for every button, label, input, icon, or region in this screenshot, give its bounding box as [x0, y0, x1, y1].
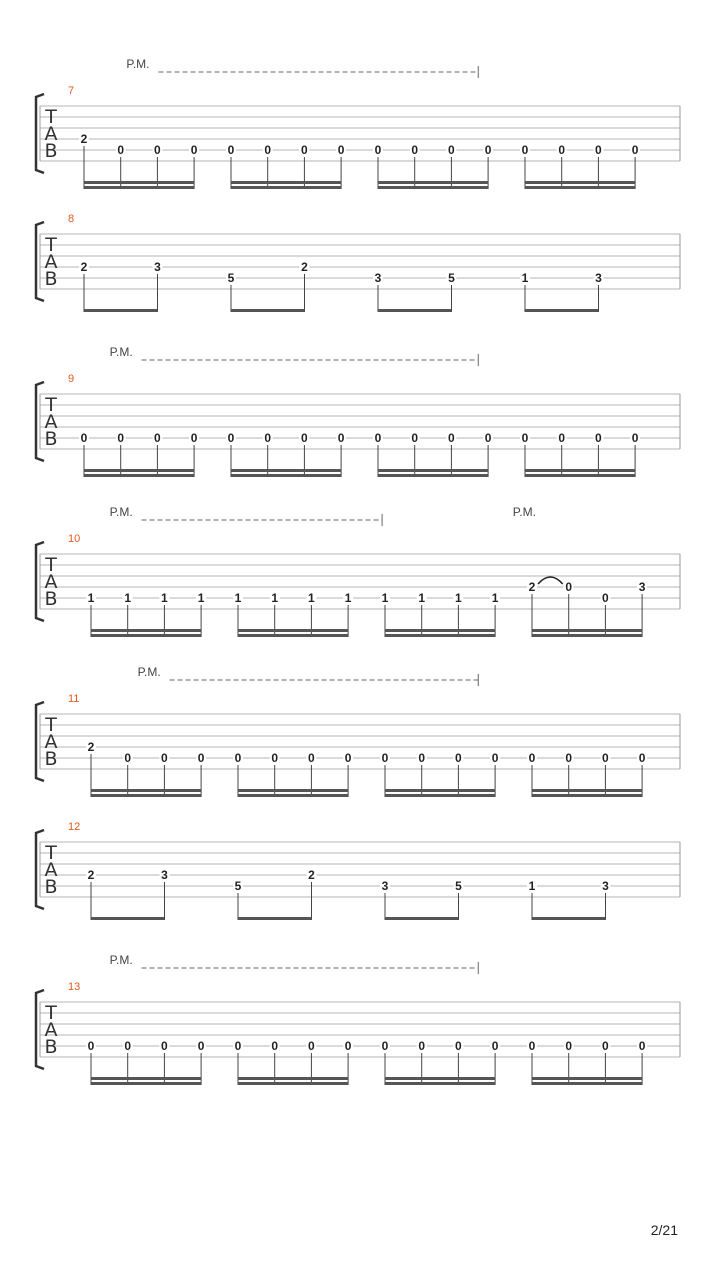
tab-clef-letter: B: [44, 268, 58, 290]
note-beam: [385, 917, 459, 920]
fret-number: 1: [344, 591, 352, 605]
fret-number: 0: [234, 1039, 242, 1053]
fret-number: 0: [87, 1039, 95, 1053]
fret-number: 0: [374, 143, 382, 157]
fret-number: 1: [234, 591, 242, 605]
fret-number: 0: [264, 431, 272, 445]
fret-number: 5: [234, 879, 242, 893]
palm-mute-label: P.M.: [126, 57, 150, 71]
fret-number: 2: [308, 868, 315, 882]
fret-number: 3: [374, 271, 382, 285]
fret-number: 1: [161, 591, 168, 605]
palm-mute-label: P.M.: [512, 505, 536, 519]
tab-clef-letter: T: [45, 234, 57, 256]
note-beam: [91, 794, 201, 797]
fret-number: 2: [87, 868, 95, 882]
fret-number: 2: [80, 260, 88, 274]
note-beam: [231, 309, 305, 312]
note-beam: [231, 474, 341, 477]
fret-number: 0: [448, 431, 455, 445]
fret-number: 0: [484, 431, 492, 445]
fret-number: 1: [308, 591, 315, 605]
fret-number: 0: [308, 751, 315, 765]
page-number: 2/21: [650, 1222, 678, 1238]
note-beam: [532, 917, 606, 920]
note-beam-secondary: [238, 1077, 348, 1080]
palm-mute-label: P.M.: [109, 953, 133, 967]
fret-number: 0: [190, 431, 198, 445]
note-beam: [378, 474, 488, 477]
fret-number: 2: [87, 740, 95, 754]
note-beam: [525, 309, 599, 312]
fret-number: 0: [595, 143, 602, 157]
fret-number: 0: [227, 431, 235, 445]
note-beam: [238, 634, 348, 637]
fret-number: 0: [227, 143, 235, 157]
measure-number: 9: [68, 373, 75, 385]
note-beam-secondary: [91, 629, 201, 632]
fret-number: 0: [602, 751, 609, 765]
fret-number: 0: [565, 580, 573, 594]
note-beam-secondary: [532, 789, 642, 792]
note-beam: [378, 186, 488, 189]
fret-number: 0: [337, 143, 345, 157]
note-beam: [84, 309, 158, 312]
tab-clef-letter: T: [45, 554, 57, 576]
fret-number: 3: [161, 868, 168, 882]
note-beam: [385, 634, 495, 637]
note-beam-secondary: [378, 181, 488, 184]
fret-number: 0: [234, 751, 242, 765]
note-beam: [385, 794, 495, 797]
fret-number: 0: [565, 751, 573, 765]
note-beam-secondary: [385, 1077, 495, 1080]
note-beam: [84, 474, 194, 477]
fret-number: 5: [448, 271, 455, 285]
note-beam-secondary: [238, 629, 348, 632]
measure-number: 11: [68, 693, 80, 705]
fret-number: 1: [455, 591, 462, 605]
fret-number: 3: [381, 879, 389, 893]
fret-number: 3: [638, 580, 646, 594]
fret-number: 0: [455, 751, 462, 765]
fret-number: 0: [491, 1039, 499, 1053]
fret-number: 3: [595, 271, 602, 285]
note-beam: [525, 186, 635, 189]
tab-clef-letter: A: [44, 411, 58, 433]
fret-number: 2: [301, 260, 308, 274]
fret-number: 0: [558, 431, 566, 445]
tab-clef-letter: B: [44, 428, 58, 450]
fret-number: 0: [491, 751, 499, 765]
fret-number: 3: [154, 260, 161, 274]
note-beam: [532, 1082, 642, 1085]
fret-number: 1: [87, 591, 95, 605]
note-beam: [385, 1082, 495, 1085]
fret-number: 0: [484, 143, 492, 157]
fret-number: 0: [528, 751, 536, 765]
note-beam: [91, 917, 165, 920]
fret-number: 0: [301, 431, 308, 445]
fret-number: 0: [521, 143, 529, 157]
note-beam-secondary: [238, 789, 348, 792]
note-beam: [532, 794, 642, 797]
fret-number: 0: [344, 1039, 352, 1053]
tab-clef-letter: A: [44, 859, 58, 881]
fret-number: 0: [631, 143, 639, 157]
note-beam-secondary: [385, 789, 495, 792]
fret-number: 1: [418, 591, 426, 605]
note-beam-secondary: [525, 181, 635, 184]
palm-mute-label: P.M.: [109, 505, 133, 519]
fret-number: 0: [117, 143, 125, 157]
tab-clef-letter: B: [44, 876, 58, 898]
fret-number: 5: [455, 879, 462, 893]
note-beam: [238, 917, 312, 920]
fret-number: 3: [602, 879, 609, 893]
measure-number: 7: [68, 85, 75, 97]
tab-clef-letter: B: [44, 748, 58, 770]
fret-number: 0: [638, 751, 646, 765]
fret-number: 0: [448, 143, 455, 157]
measure-number: 10: [68, 533, 81, 545]
note-beam-secondary: [231, 181, 341, 184]
fret-number: 0: [124, 1039, 132, 1053]
note-beam-secondary: [378, 469, 488, 472]
fret-number: 0: [344, 751, 352, 765]
tab-clef-letter: T: [45, 714, 57, 736]
fret-number: 0: [337, 431, 345, 445]
fret-number: 0: [161, 751, 168, 765]
tie-arc: [538, 577, 563, 584]
fret-number: 0: [271, 1039, 279, 1053]
fret-number: 0: [411, 143, 419, 157]
tab-clef-letter: B: [44, 1036, 58, 1058]
fret-number: 0: [301, 143, 308, 157]
fret-number: 0: [602, 591, 609, 605]
tab-clef-letter: B: [44, 588, 58, 610]
fret-number: 1: [271, 591, 279, 605]
note-beam-secondary: [84, 469, 194, 472]
fret-number: 0: [161, 1039, 168, 1053]
fret-number: 2: [528, 580, 536, 594]
note-beam: [238, 1082, 348, 1085]
note-beam: [532, 634, 642, 637]
fret-number: 0: [602, 1039, 609, 1053]
note-beam-secondary: [84, 181, 194, 184]
fret-number: 0: [80, 431, 88, 445]
fret-number: 0: [418, 751, 426, 765]
fret-number: 0: [455, 1039, 462, 1053]
fret-number: 1: [197, 591, 205, 605]
tab-clef-letter: A: [44, 123, 58, 145]
tab-clef-letter: A: [44, 571, 58, 593]
note-beam: [231, 186, 341, 189]
tab-clef-letter: A: [44, 731, 58, 753]
note-beam-secondary: [231, 469, 341, 472]
fret-number: 0: [124, 751, 132, 765]
palm-mute-label: P.M.: [137, 665, 161, 679]
fret-number: 0: [374, 431, 382, 445]
fret-number: 0: [638, 1039, 646, 1053]
note-beam: [91, 634, 201, 637]
measure-number: 12: [68, 821, 81, 833]
fret-number: 0: [308, 1039, 315, 1053]
fret-number: 0: [528, 1039, 536, 1053]
fret-number: 0: [595, 431, 602, 445]
note-beam-secondary: [91, 789, 201, 792]
fret-number: 0: [197, 1039, 205, 1053]
fret-number: 0: [154, 143, 161, 157]
tab-clef-letter: T: [45, 842, 57, 864]
tab-clef-letter: B: [44, 140, 58, 162]
fret-number: 1: [491, 591, 499, 605]
fret-number: 0: [117, 431, 125, 445]
note-beam-secondary: [91, 1077, 201, 1080]
note-beam-secondary: [532, 629, 642, 632]
note-beam-secondary: [525, 469, 635, 472]
note-beam-secondary: [532, 1077, 642, 1080]
fret-number: 1: [381, 591, 389, 605]
tab-clef-letter: A: [44, 251, 58, 273]
fret-number: 0: [264, 143, 272, 157]
fret-number: 0: [197, 751, 205, 765]
tab-clef-letter: A: [44, 1019, 58, 1041]
fret-number: 0: [411, 431, 419, 445]
fret-number: 0: [565, 1039, 573, 1053]
fret-number: 1: [124, 591, 132, 605]
fret-number: 0: [154, 431, 161, 445]
note-beam: [378, 309, 452, 312]
fret-number: 0: [418, 1039, 426, 1053]
tab-clef-letter: T: [45, 1002, 57, 1024]
fret-number: 0: [558, 143, 566, 157]
tab-clef-letter: T: [45, 106, 57, 128]
note-beam: [238, 794, 348, 797]
fret-number: 0: [190, 143, 198, 157]
fret-number: 0: [631, 431, 639, 445]
fret-number: 1: [528, 879, 536, 893]
palm-mute-label: P.M.: [109, 345, 133, 359]
note-beam: [84, 186, 194, 189]
measure-number: 13: [68, 981, 81, 993]
fret-number: 0: [271, 751, 279, 765]
fret-number: 0: [381, 751, 389, 765]
fret-number: 2: [80, 132, 88, 146]
tab-clef-letter: T: [45, 394, 57, 416]
fret-number: 5: [227, 271, 235, 285]
note-beam-secondary: [385, 629, 495, 632]
note-beam: [525, 474, 635, 477]
fret-number: 0: [521, 431, 529, 445]
fret-number: 1: [521, 271, 529, 285]
note-beam: [91, 1082, 201, 1085]
fret-number: 0: [381, 1039, 389, 1053]
measure-number: 8: [68, 213, 75, 225]
